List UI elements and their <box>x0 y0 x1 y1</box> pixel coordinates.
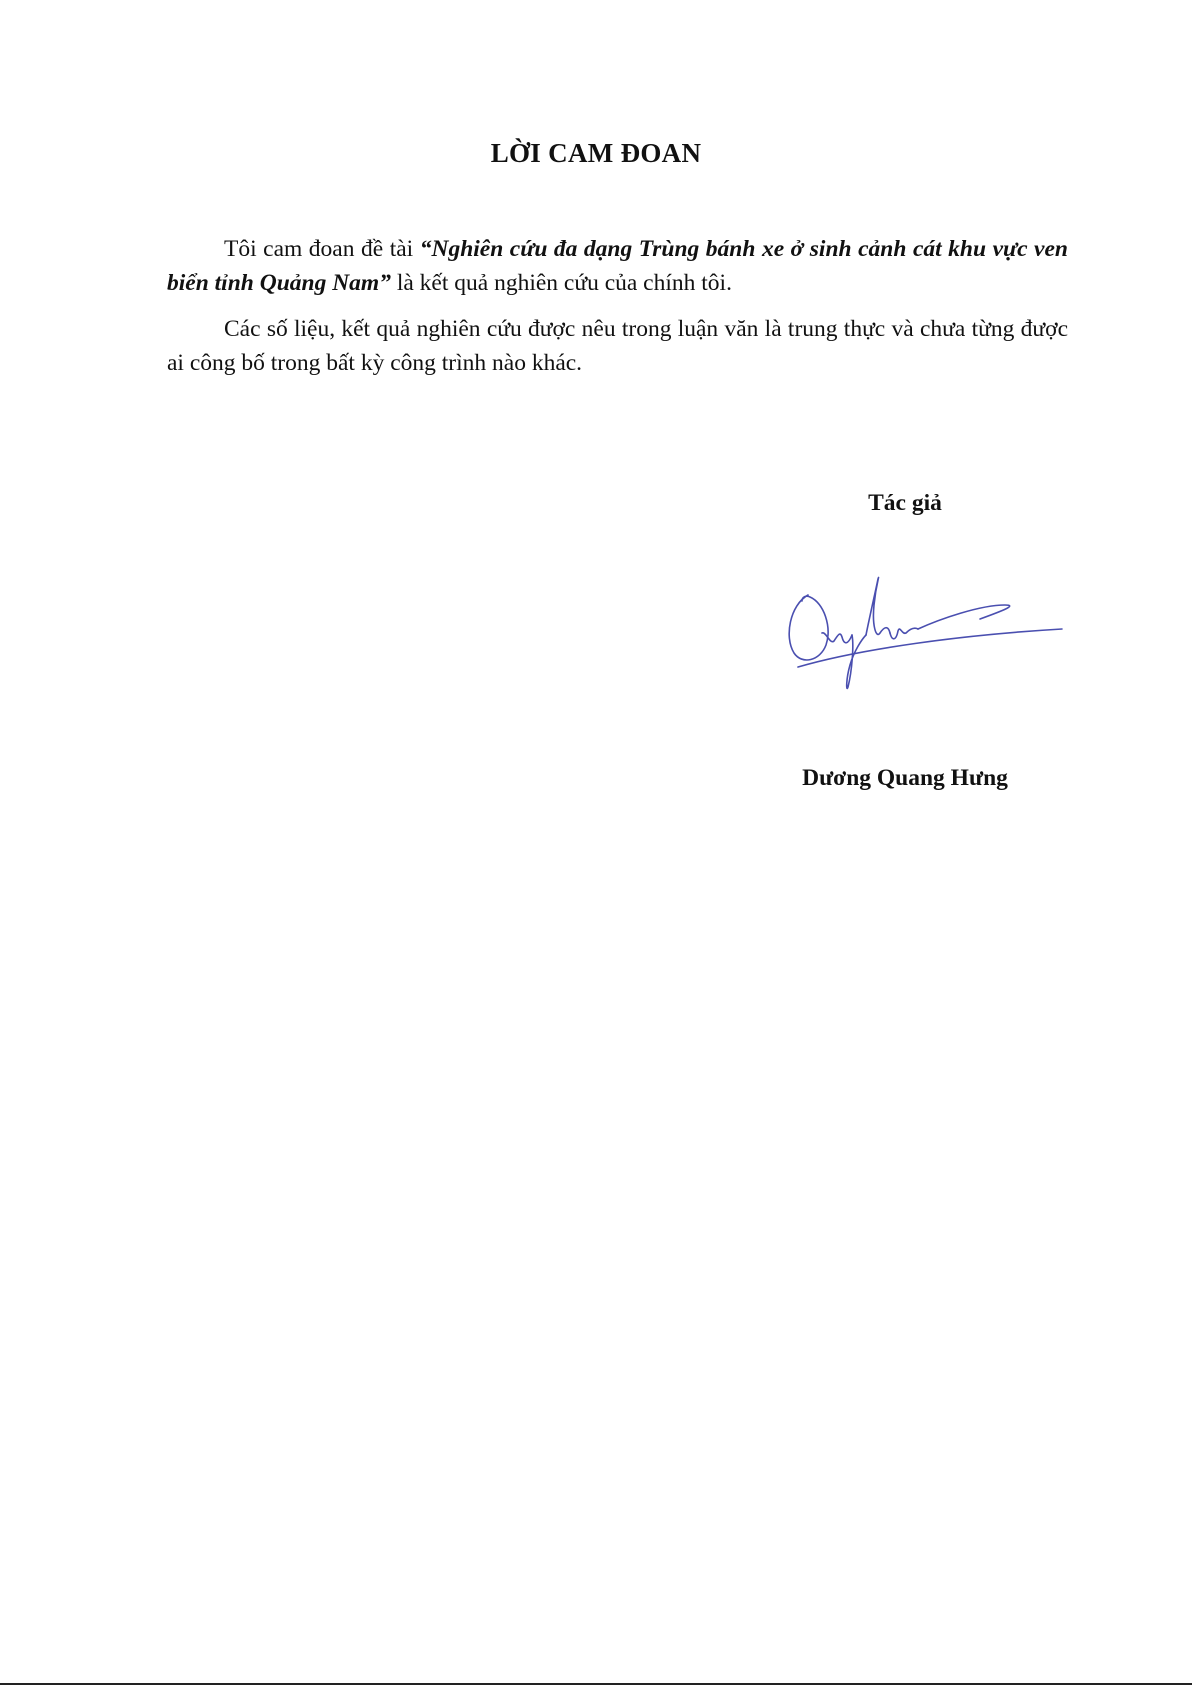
signature-icon <box>780 575 1065 700</box>
page-title: LỜI CAM ĐOAN <box>490 138 702 168</box>
author-name: Dương Quang Hưng <box>802 765 1008 791</box>
paragraph-topic <box>167 232 1068 300</box>
declaration-body <box>167 232 1068 392</box>
paragraph-integrity: Các số liệu, kết quả nghiên cứu được nêu trong luận văn là trung thực và chưa từng được ai công bố trong bất kỳ công trình nào khác. <box>167 316 1068 376</box>
author-label: Tác giả <box>868 490 942 516</box>
thesis-topic: “Nghiên cứu đa dạng Trùng bánh xe ở sinh cảnh cát khu vực ven biển tỉnh Quảng Nam” <box>167 236 1068 296</box>
paragraph-topic-prefix: Tôi cam đoan đề tài <box>224 236 420 262</box>
paragraph-topic-suffix: là kết quả nghiên cứu của chính tôi. <box>390 270 732 296</box>
